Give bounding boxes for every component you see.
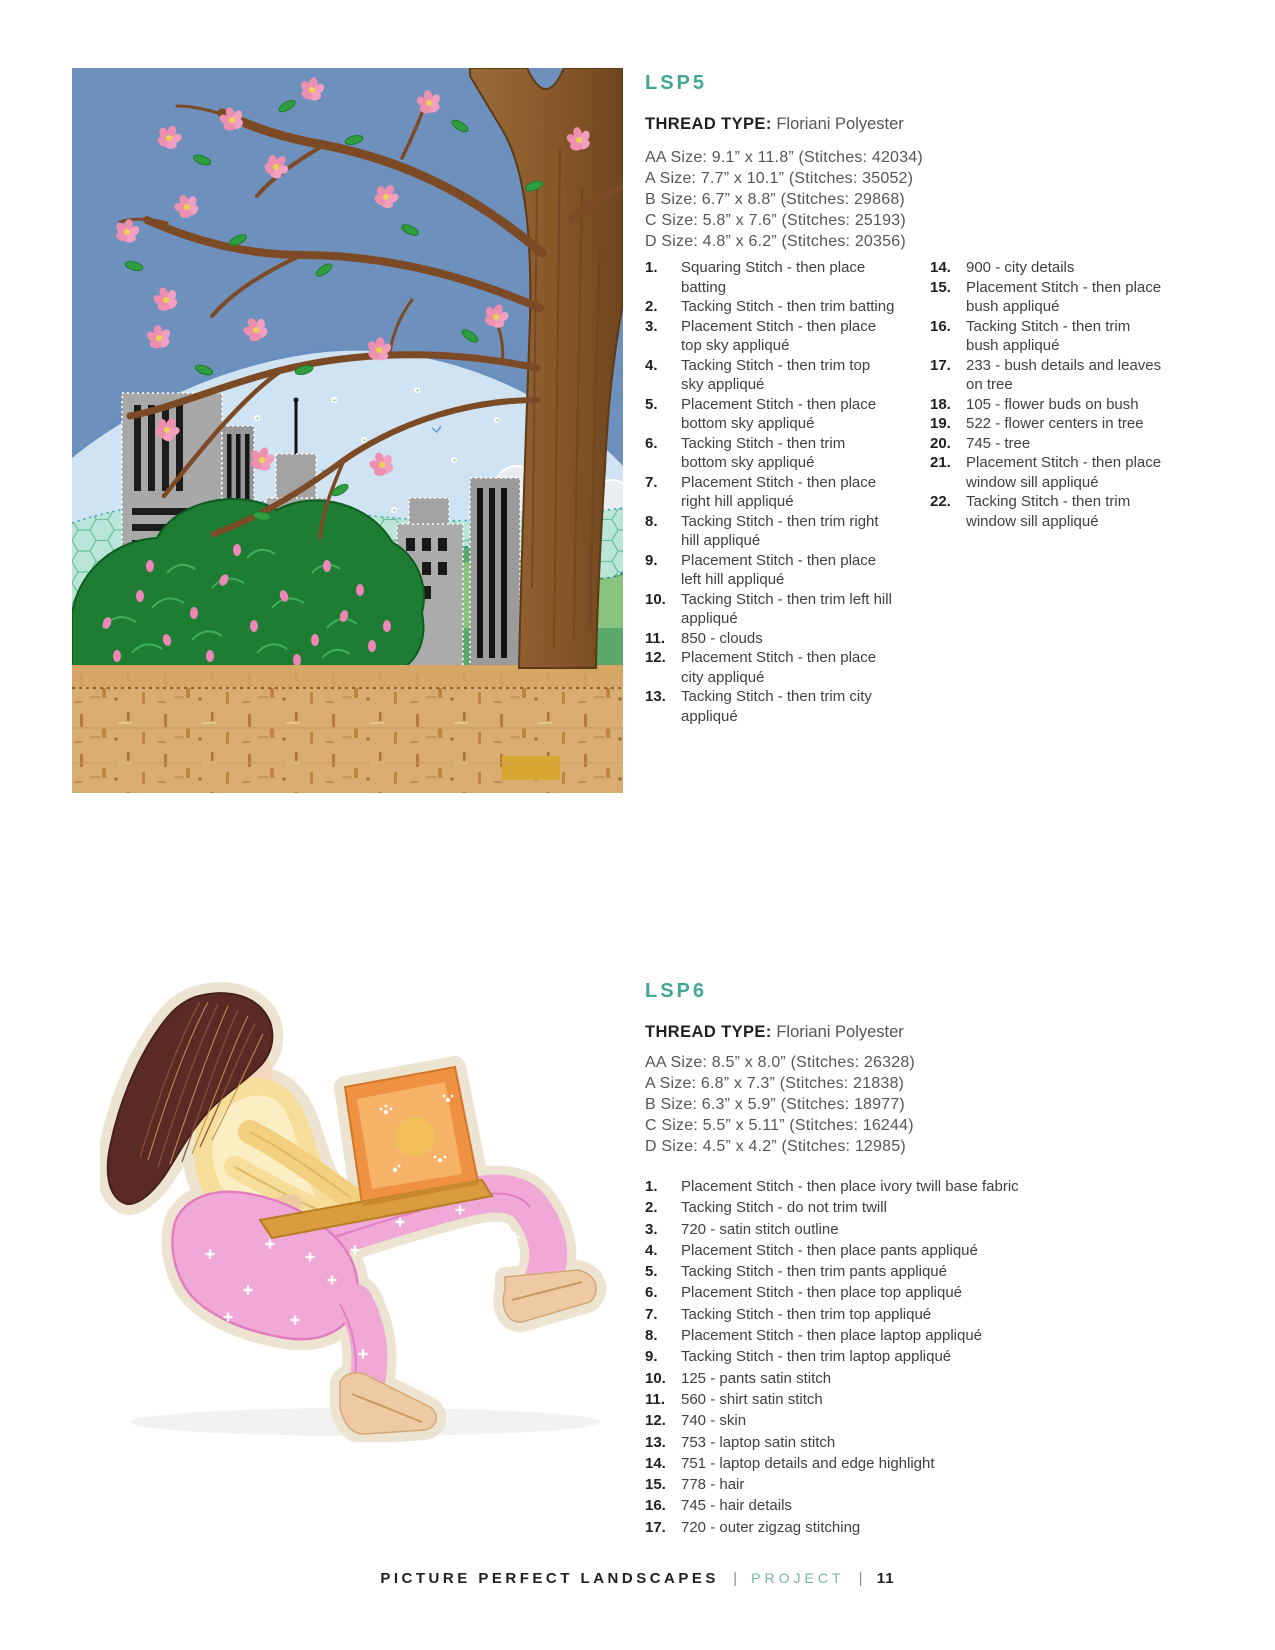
footer-divider: |	[733, 1570, 737, 1587]
thread-type-value: Floriani Polyester	[776, 1023, 904, 1041]
step-text: 233 - bush details and leaves on tree	[966, 356, 1162, 393]
step-item	[645, 297, 895, 317]
step-text: 522 - flower centers in tree	[966, 415, 1144, 432]
step-number: 7.	[645, 1305, 658, 1323]
step-number: 12.	[645, 649, 666, 666]
step-number: 17.	[930, 356, 951, 374]
step-number: 19.	[930, 415, 951, 432]
step-item	[645, 1474, 1115, 1495]
step-text: Placement Stitch - then place bottom sky appliqué	[681, 395, 877, 432]
step-item	[645, 512, 895, 551]
size-line: B Size: 6.7” x 8.8” (Stitches: 29868)	[645, 191, 905, 208]
page-footer	[0, 1570, 1275, 1587]
step-item	[645, 434, 895, 473]
step-item	[645, 687, 895, 726]
step-text: Placement Stitch - then place city appliqué	[681, 649, 877, 686]
step-text: 753 - laptop satin stitch	[681, 1433, 836, 1451]
step-item	[645, 395, 895, 434]
step-number: 3.	[645, 317, 658, 335]
size-line: A Size: 7.7” x 10.1” (Stitches: 35052)	[645, 170, 914, 187]
step-item	[645, 1453, 1115, 1474]
step-number: 1.	[645, 1178, 658, 1195]
step-text: 125 - pants satin stitch	[681, 1369, 832, 1387]
step-item	[930, 453, 1162, 492]
step-item	[645, 356, 895, 395]
step-item	[645, 1368, 1115, 1389]
step-item	[645, 648, 895, 687]
size-line: AA Size: 8.5” x 8.0” (Stitches: 26328)	[645, 1054, 915, 1071]
step-text: 740 - skin	[681, 1412, 747, 1430]
step-number: 11.	[645, 629, 666, 647]
thread-type-value: Floriani Polyester	[776, 115, 904, 133]
step-text: Tacking Stitch - do not trim twill	[681, 1199, 887, 1217]
step-number: 22.	[930, 493, 951, 510]
step-number: 20.	[930, 434, 951, 452]
step-text: 745 - hair details	[681, 1497, 792, 1515]
lsp6-girl-laptop-illustration	[100, 982, 610, 1442]
lsp5-thread-type	[645, 115, 904, 134]
step-number: 5.	[645, 395, 658, 413]
step-text: Placement Stitch - then place right hill appliqué	[681, 473, 877, 510]
step-text: Tacking Stitch - then trim window sill appliqué	[966, 493, 1131, 530]
step-number: 13.	[645, 688, 666, 705]
step-text: 720 - outer zigzag stitching	[681, 1518, 861, 1536]
step-item	[645, 551, 895, 590]
step-text: Placement Stitch - then place left hill appliqué	[681, 551, 877, 588]
step-number: 6.	[645, 1284, 658, 1302]
step-item	[930, 414, 1162, 434]
step-number: 5.	[645, 1263, 658, 1281]
step-number: 10.	[645, 1369, 666, 1387]
step-item	[645, 1240, 1115, 1261]
step-number: 16.	[645, 1497, 666, 1515]
step-item	[645, 473, 895, 512]
step-text: Tacking Stitch - then trim top sky appliqué	[681, 356, 871, 393]
step-text: Tacking Stitch - then trim city appliqué	[681, 688, 872, 725]
lsp6-steps	[645, 1176, 1115, 1538]
step-number: 2.	[645, 1199, 658, 1217]
step-text: 900 - city details	[966, 259, 1075, 276]
lsp5-steps-col2	[930, 258, 1162, 531]
step-text: Tacking Stitch - then trim laptop appliqué	[681, 1348, 952, 1366]
size-line: C Size: 5.8” x 7.6” (Stitches: 25193)	[645, 212, 906, 229]
step-text: Placement Stitch - then place pants appliqué	[681, 1241, 978, 1259]
step-text: Placement Stitch - then place top appliqué	[681, 1284, 963, 1302]
step-item	[645, 1346, 1115, 1367]
step-text: 560 - shirt satin stitch	[681, 1390, 823, 1408]
footer-book-title: PICTURE PERFECT LANDSCAPES	[380, 1570, 719, 1587]
step-text: Placement Stitch - then place top sky appliqué	[681, 317, 877, 354]
lsp6-embroidery-photo	[100, 982, 610, 1442]
lsp5-sizes	[645, 147, 923, 252]
size-line: D Size: 4.5” x 4.2” (Stitches: 12985)	[645, 1138, 906, 1155]
step-number: 3.	[645, 1220, 658, 1238]
step-text: Tacking Stitch - then trim bush appliqué	[966, 317, 1131, 354]
step-number: 16.	[930, 317, 951, 335]
lsp5-steps-col1	[645, 258, 895, 726]
step-number: 12.	[645, 1412, 666, 1430]
step-number: 11.	[645, 1390, 666, 1408]
step-text: Placement Stitch - then place window sill appliqué	[966, 454, 1162, 491]
step-text: Placement Stitch - then place laptop appliqué	[681, 1327, 983, 1345]
step-number: 8.	[645, 512, 658, 530]
step-item	[930, 434, 1162, 454]
step-text: Squaring Stitch - then place batting	[681, 259, 866, 296]
lsp5-title: LSP5	[645, 72, 708, 94]
step-number: 4.	[645, 356, 658, 374]
step-item	[645, 1304, 1115, 1325]
step-item	[930, 278, 1162, 317]
step-item	[645, 1432, 1115, 1453]
step-number: 14.	[645, 1454, 666, 1472]
step-text: Tacking Stitch - then trim batting	[681, 298, 895, 315]
step-number: 14.	[930, 259, 951, 276]
step-item	[930, 356, 1162, 395]
step-number: 6.	[645, 434, 658, 452]
thread-type-label: THREAD TYPE:	[645, 115, 772, 133]
step-text: Tacking Stitch - then trim right hill appliqué	[681, 512, 879, 549]
step-item	[645, 1325, 1115, 1346]
step-text: 745 - tree	[966, 434, 1031, 452]
size-line: A Size: 6.8” x 7.3” (Stitches: 21838)	[645, 1075, 905, 1092]
size-line: C Size: 5.5” x 5.11” (Stitches: 16244)	[645, 1117, 914, 1134]
step-text: 778 - hair	[681, 1476, 745, 1494]
step-item	[645, 1197, 1115, 1218]
step-text: Tacking Stitch - then trim top appliqué	[681, 1305, 932, 1323]
footer-page-number: 11	[876, 1570, 895, 1587]
step-text: Placement Stitch - then place bush appliqué	[966, 278, 1162, 315]
step-item	[645, 1517, 1115, 1538]
lsp6-sizes	[645, 1052, 915, 1157]
step-item	[930, 258, 1162, 278]
step-item	[645, 590, 895, 629]
step-number: 9.	[645, 551, 658, 569]
step-number: 13.	[645, 1433, 666, 1451]
step-item	[645, 317, 895, 356]
step-number: 17.	[645, 1518, 666, 1536]
step-number: 10.	[645, 590, 666, 608]
step-item	[645, 1495, 1115, 1516]
step-text: Tacking Stitch - then trim pants appliqué	[681, 1263, 947, 1281]
lsp5-embroidery-photo	[72, 68, 623, 793]
thread-type-label: THREAD TYPE:	[645, 1023, 772, 1041]
step-item	[645, 1261, 1115, 1282]
step-text: 751 - laptop details and edge highlight	[681, 1454, 935, 1472]
step-item	[645, 1219, 1115, 1240]
footer-divider: |	[858, 1570, 863, 1587]
size-line: D Size: 4.8” x 6.2” (Stitches: 20356)	[645, 233, 906, 250]
step-item	[930, 492, 1162, 531]
lsp6-title: LSP6	[645, 980, 708, 1002]
footer-section-label: PROJECT	[751, 1570, 845, 1586]
step-number: 15.	[930, 278, 951, 296]
step-number: 15.	[645, 1476, 666, 1494]
step-text: Tacking Stitch - then trim left hill appliqué	[681, 590, 892, 627]
step-text: 850 - clouds	[681, 629, 763, 647]
step-item	[645, 1389, 1115, 1410]
step-number: 18.	[930, 395, 951, 413]
step-item	[645, 629, 895, 649]
step-number: 4.	[645, 1241, 658, 1259]
step-number: 1.	[645, 259, 658, 276]
step-item	[645, 1282, 1115, 1303]
step-number: 9.	[645, 1348, 658, 1366]
step-number: 7.	[645, 473, 658, 491]
lsp5-landscape-illustration	[72, 68, 623, 793]
size-line: B Size: 6.3” x 5.9” (Stitches: 18977)	[645, 1096, 905, 1113]
step-item	[930, 395, 1162, 415]
cork-window-sill	[72, 665, 623, 793]
size-line: AA Size: 9.1” x 11.8” (Stitches: 42034)	[645, 149, 923, 166]
lsp6-thread-type	[645, 1023, 904, 1042]
step-number: 8.	[645, 1327, 658, 1345]
step-text: Tacking Stitch - then trim bottom sky appliqué	[681, 434, 846, 471]
step-item	[645, 1176, 1115, 1197]
step-text: 720 - satin stitch outline	[681, 1220, 839, 1238]
step-number: 2.	[645, 298, 658, 315]
step-item	[645, 1410, 1115, 1431]
step-item	[930, 317, 1162, 356]
step-number: 21.	[930, 454, 951, 471]
step-item	[645, 258, 895, 297]
step-text: 105 - flower buds on bush	[966, 395, 1139, 413]
step-text: Placement Stitch - then place ivory twill base fabric	[681, 1178, 1019, 1195]
